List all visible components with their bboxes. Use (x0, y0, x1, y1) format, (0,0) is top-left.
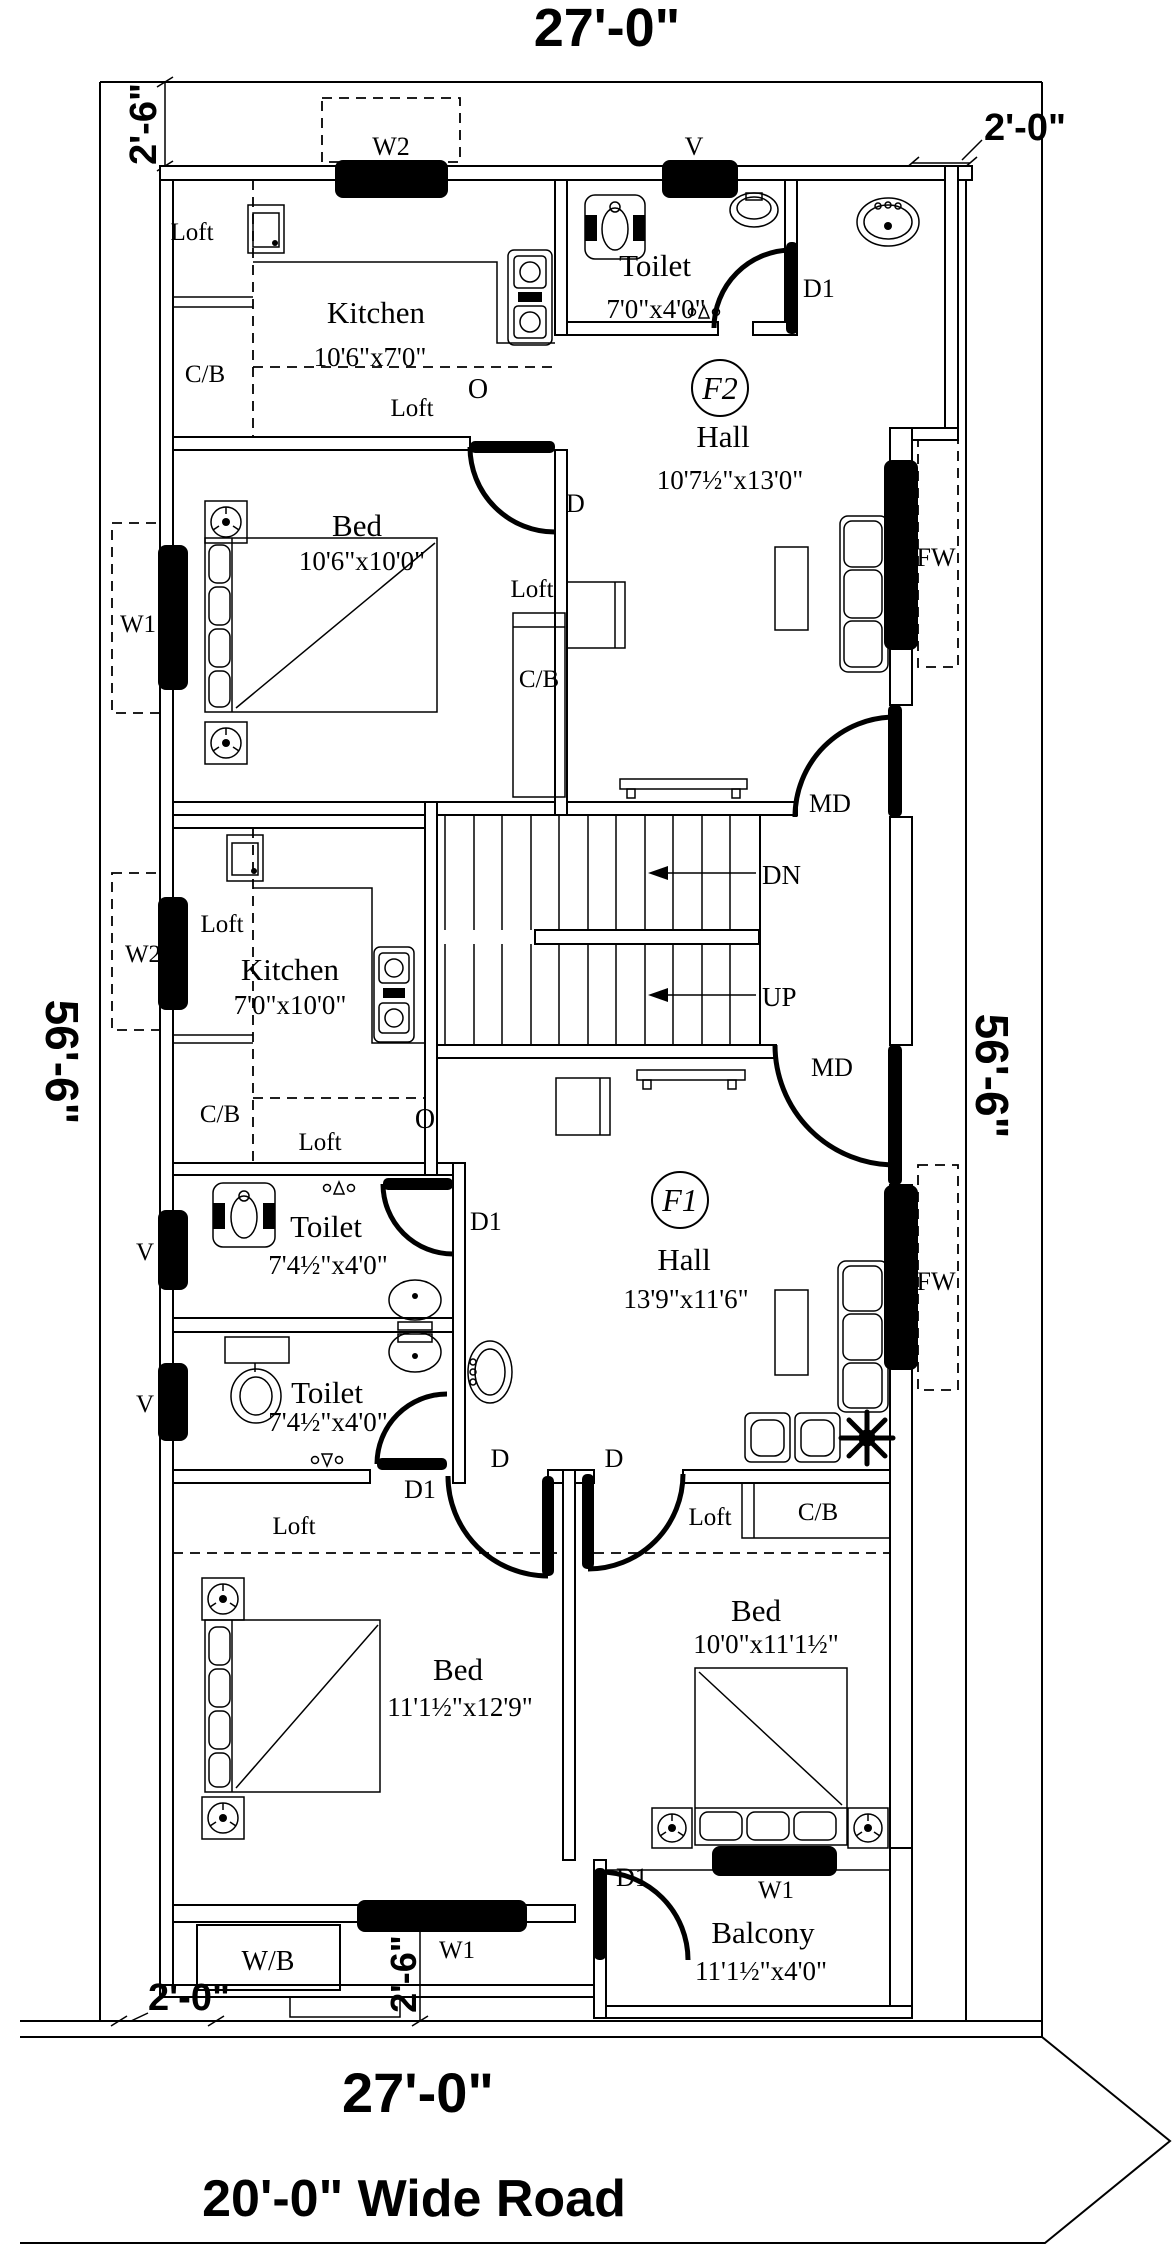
window-w1-bed-left (357, 1900, 527, 1932)
main-door-f2 (795, 705, 902, 818)
wb-label: W/B (241, 1946, 295, 1977)
cupboard-label: C/B (199, 1101, 241, 1128)
bed-left-name: Bed (433, 1652, 483, 1687)
ventilator-v-f2-label: V (684, 132, 704, 161)
toilet-f1-a-name: Toilet (290, 1209, 362, 1244)
teapoy-icon (637, 1070, 745, 1089)
setback-top-left-dim (123, 77, 173, 171)
window-w2-kitchen-f1-label: W2 (124, 941, 162, 968)
stair-handrail (535, 930, 759, 944)
plot-width-top-label: 27'-0" (533, 0, 681, 58)
door-d1-toilet-f2 (714, 242, 835, 334)
window-w1-bed-right (712, 1846, 837, 1876)
svg-text:D: D (604, 1444, 624, 1473)
verandah-depth-label: 2'-6" (383, 1935, 424, 2013)
table-icon (775, 1290, 808, 1375)
bed-left-room (173, 1513, 563, 1839)
ventilator-v-f2 (662, 160, 738, 198)
svg-text:D1: D1 (803, 274, 835, 303)
svg-text:MD: MD (809, 789, 851, 818)
sink-icon (248, 205, 284, 253)
bed-f2-size: 10'6"x10'0" (298, 546, 426, 576)
loft-label: Loft (510, 576, 554, 603)
f2-badge: F2 (702, 370, 738, 406)
door-d-bed-right (582, 1444, 683, 1569)
teapoy-icon (620, 779, 747, 798)
kitchen-f1 (173, 828, 435, 1163)
wall-basin-icon (730, 193, 778, 227)
fan-icon (205, 501, 247, 543)
fan-icon (202, 1797, 244, 1839)
ventilator-v-toilet-b-label: V (135, 1391, 155, 1418)
staircase (445, 815, 801, 1045)
setback-top-right-label: 2'-0" (984, 107, 1066, 149)
svg-text:D1: D1 (616, 1863, 648, 1892)
hall-f2-name: Hall (696, 419, 750, 454)
window-w2-f2 (335, 160, 448, 198)
kitchen-f2-name: Kitchen (326, 295, 426, 330)
cupboard-label: C/B (518, 666, 560, 693)
window-w2-kitchen-f1 (158, 897, 188, 1010)
cupboard-label: C/B (797, 1499, 839, 1526)
loft-label: Loft (298, 1129, 342, 1156)
svg-text:UP: UP (762, 982, 797, 1012)
squat-toilet-icon (213, 1183, 275, 1247)
setback-bottom-left-dim (111, 1977, 230, 2026)
opening-label: O (414, 1104, 436, 1135)
opening-label: O (467, 374, 489, 405)
stove-icon (374, 947, 414, 1042)
door-d1-toilet-a (383, 1178, 502, 1254)
ventilator-v-toilet-a-label: V (135, 1239, 155, 1266)
up-arrow (648, 982, 797, 1012)
verandah-depth-dim (383, 1920, 428, 2026)
kitchen-f2 (170, 180, 555, 437)
loft-label: Loft (272, 1513, 316, 1540)
toilet-f1-b-size: 7'4½"x4'0" (268, 1407, 388, 1437)
oval-basin-icon (468, 1341, 512, 1403)
plot-height-left-label: 56'-6" (36, 999, 88, 1125)
window-w1-bed-left-label: W1 (438, 1937, 476, 1964)
stove-icon (508, 250, 552, 345)
window-w1-bed-f2-label: W1 (119, 611, 157, 638)
tap-icon (312, 1454, 343, 1466)
double-bed-icon (695, 1668, 847, 1845)
balcony (695, 1915, 827, 1986)
bed-left-size: 11'1½"x12'9" (387, 1692, 533, 1722)
toilet-f1-b-name: Toilet (291, 1375, 363, 1410)
svg-text:D1: D1 (470, 1207, 502, 1236)
svg-text:MD: MD (811, 1053, 853, 1082)
chair-icon (795, 1413, 840, 1462)
french-window-f1 (884, 1185, 918, 1370)
oval-basin-icon (857, 198, 919, 246)
window-w1-bed-f2 (158, 545, 188, 690)
french-window-f2-label: FW (916, 543, 956, 572)
sink-icon (227, 835, 263, 881)
hall-f1 (556, 1070, 893, 1464)
toilet-f1-a (213, 1182, 388, 1280)
svg-text:DN: DN (762, 860, 801, 890)
fan-icon (652, 1808, 692, 1848)
tv-unit-icon (556, 1078, 610, 1135)
plant-icon (841, 1412, 893, 1464)
kitchen-f2-size: 10'6"x7'0" (313, 342, 427, 372)
sofa-icon (840, 516, 888, 672)
fan-icon (205, 722, 247, 764)
bed-right-size: 10'0"x11'1½" (693, 1629, 839, 1659)
f1-badge: F1 (662, 1182, 698, 1218)
toilet-f1-a-size: 7'4½"x4'0" (268, 1250, 388, 1280)
road-label: 20'-0" Wide Road (202, 2170, 626, 2228)
tv-unit-icon (567, 582, 625, 648)
toilet-f2-size: 7'0"x4'0" (606, 294, 706, 324)
balcony-size: 11'1½"x4'0" (694, 1956, 828, 1986)
balcony-name: Balcony (711, 1915, 815, 1950)
kitchen-f1-name: Kitchen (240, 952, 340, 987)
plot-width-bottom-label: 27'-0" (342, 2061, 494, 2124)
cupboard-label: C/B (184, 361, 226, 388)
loft-label: Loft (390, 395, 434, 422)
hall-f2-size: 10'7½"x13'0" (656, 465, 804, 495)
hall-f1-size: 13'9"x11'6" (623, 1284, 749, 1314)
toilet-f2-name: Toilet (619, 248, 691, 283)
sofa-icon (838, 1261, 888, 1412)
setback-top-left-label: 2'-6" (123, 83, 165, 165)
french-window-f1-label: FW (916, 1267, 956, 1296)
main-door-f1 (775, 1045, 902, 1185)
plot-height-right-label: 56'-6" (966, 1013, 1018, 1139)
bed-f2-name: Bed (332, 508, 382, 543)
window-w1-bed-right-label: W1 (757, 1877, 795, 1904)
toilet-f1-b (225, 1337, 512, 1466)
tap-icon (324, 1182, 355, 1194)
building-walls (160, 166, 972, 2018)
bed-f2-room (205, 501, 565, 797)
double-bed-icon (205, 1620, 380, 1792)
svg-text:D1: D1 (404, 1475, 436, 1504)
kitchen-f1-size: 7'0"x10'0" (233, 990, 347, 1020)
road (20, 2037, 1170, 2243)
dn-arrow (648, 860, 801, 890)
table-icon (775, 547, 808, 630)
bed-right-name: Bed (731, 1593, 781, 1628)
ventilator-v-toilet-a (158, 1210, 188, 1290)
hall-f1-name: Hall (657, 1242, 711, 1277)
svg-text:D: D (490, 1444, 510, 1473)
setback-bottom-left-label: 2'-0" (148, 1977, 230, 2019)
fan-icon (848, 1808, 888, 1848)
door-d1-balcony (594, 1863, 688, 1960)
bed-right-room (594, 1483, 890, 1848)
chair-icon (745, 1413, 790, 1462)
loft-label: Loft (170, 219, 214, 246)
svg-text:D: D (566, 489, 585, 518)
french-window-f2 (884, 460, 918, 650)
ventilator-v-toilet-b (158, 1363, 188, 1441)
window-w2-f2-label: W2 (372, 132, 410, 161)
loft-label: Loft (688, 1504, 732, 1531)
loft-label: Loft (200, 911, 244, 938)
fan-icon (202, 1578, 244, 1620)
